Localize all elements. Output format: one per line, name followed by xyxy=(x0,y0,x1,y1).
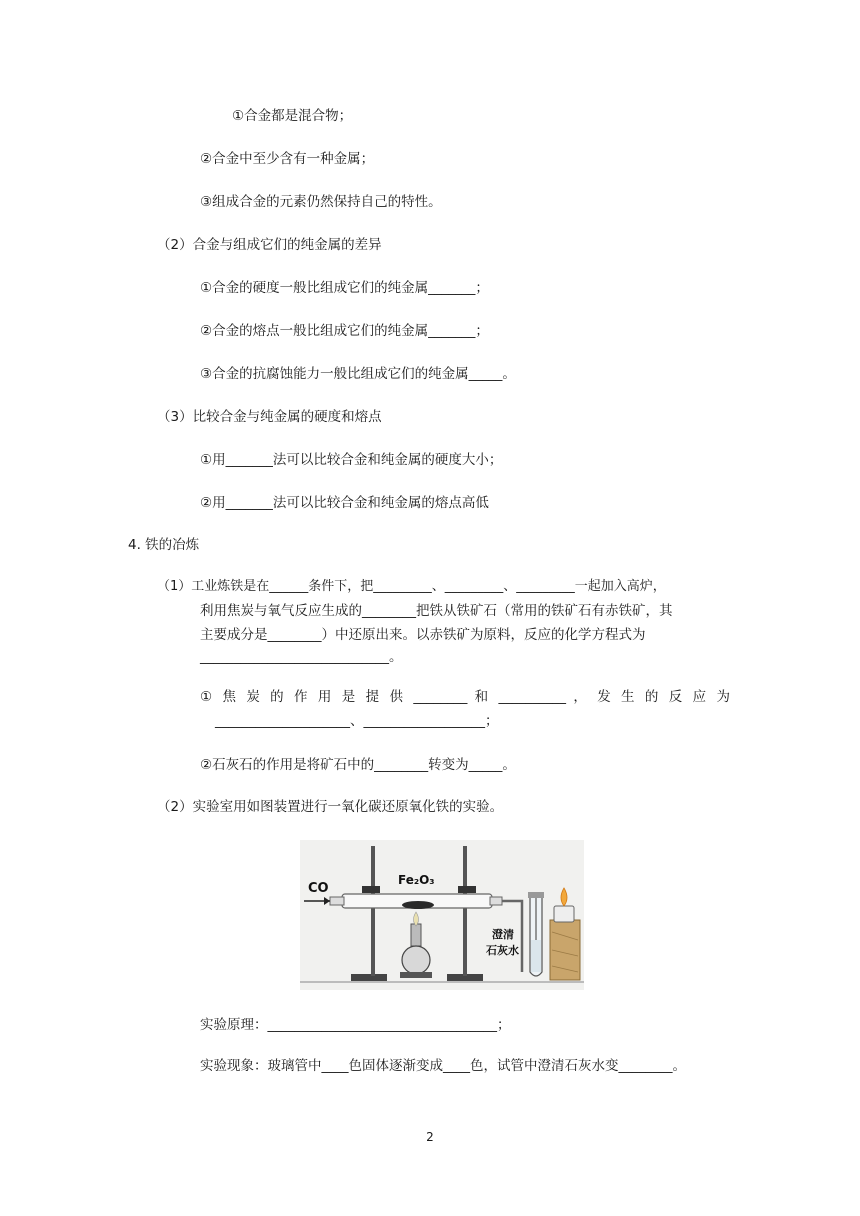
corrosion-question: ③合金的抗腐蚀能力一般比组成它们的纯金属_____。 xyxy=(200,366,516,382)
left-clamp xyxy=(362,886,380,893)
fe2o3-powder xyxy=(402,901,434,909)
right-clamp xyxy=(458,886,476,893)
right-stand-rod xyxy=(463,846,467,976)
experiment-phenomenon: 实验现象：玻璃管中____色固体逐渐变成____色，试管中澄清石灰水变________。 xyxy=(200,1058,686,1074)
wooden-block xyxy=(550,920,580,980)
exhaust-lamp xyxy=(554,906,574,922)
alloy-point-1: ①合金都是混合物； xyxy=(232,108,353,124)
melting-method-question: ②用_______法可以比较合金和纯金属的熔点高低 xyxy=(200,495,489,511)
limewater-label-1: 澄清 xyxy=(492,928,514,941)
page-number: 2 xyxy=(426,1130,434,1144)
industrial-smelting-line-1: （1）工业炼铁是在______条件下，把_________、_________、_________一起加入高炉， xyxy=(157,579,666,594)
limestone-role-question: ②石灰石的作用是将矿石中的________转变为_____。 xyxy=(200,757,516,773)
tube-stopper-right xyxy=(490,897,502,905)
hardness-question: ①合金的硬度一般比组成它们的纯金属_______； xyxy=(200,280,489,296)
tube-stopper-left xyxy=(330,897,344,905)
co-label: CO xyxy=(308,881,329,896)
alcohol-lamp xyxy=(402,946,430,974)
alloy-point-3: ③组成合金的元素仍然保持自己的特性。 xyxy=(200,194,442,210)
lab-experiment-intro: （2）实验室用如图装置进行一氧化碳还原氧化铁的实验。 xyxy=(157,799,504,815)
experiment-principle: 实验原理：__________________________________； xyxy=(200,1017,511,1033)
iron-smelting-heading: 4. 铁的冶炼 xyxy=(128,537,200,553)
section-2-heading: （2）合金与组成它们的纯金属的差异 xyxy=(157,237,382,253)
fe2o3-label: Fe₂O₃ xyxy=(398,873,435,887)
limewater-label-2: 石灰水 xyxy=(486,944,519,957)
coke-role-question: ① 焦 炭 的 作 用 是 提 供 ________ 和 __________ ， 发 生 的 反 应 为 xyxy=(200,689,730,705)
hardness-method-question: ①用_______法可以比较合金和纯金属的硬度大小； xyxy=(200,452,503,468)
co-reduction-apparatus-figure xyxy=(300,840,584,990)
coke-reaction-blanks: ____________________、__________________； xyxy=(215,713,499,729)
section-3-heading: （3）比较合金与纯金属的硬度和熔点 xyxy=(157,409,382,425)
burner-tube xyxy=(411,924,421,946)
melting-point-question: ②合金的熔点一般比组成它们的纯金属_______； xyxy=(200,323,489,339)
industrial-smelting-line-2: 利用焦炭与氧气反应生成的________把铁从铁矿石（常用的铁矿石有赤铁矿，其 xyxy=(200,603,673,619)
left-stand-rod xyxy=(371,846,375,976)
equation-blank: ____________________________。 xyxy=(200,649,403,665)
alloy-point-2: ②合金中至少含有一种金属； xyxy=(200,151,375,167)
left-stand-base xyxy=(351,974,387,981)
industrial-smelting-line-3: 主要成分是________）中还原出来。以赤铁矿为原料，反应的化学方程式为 xyxy=(200,627,646,643)
apparatus-drawing xyxy=(300,840,584,990)
